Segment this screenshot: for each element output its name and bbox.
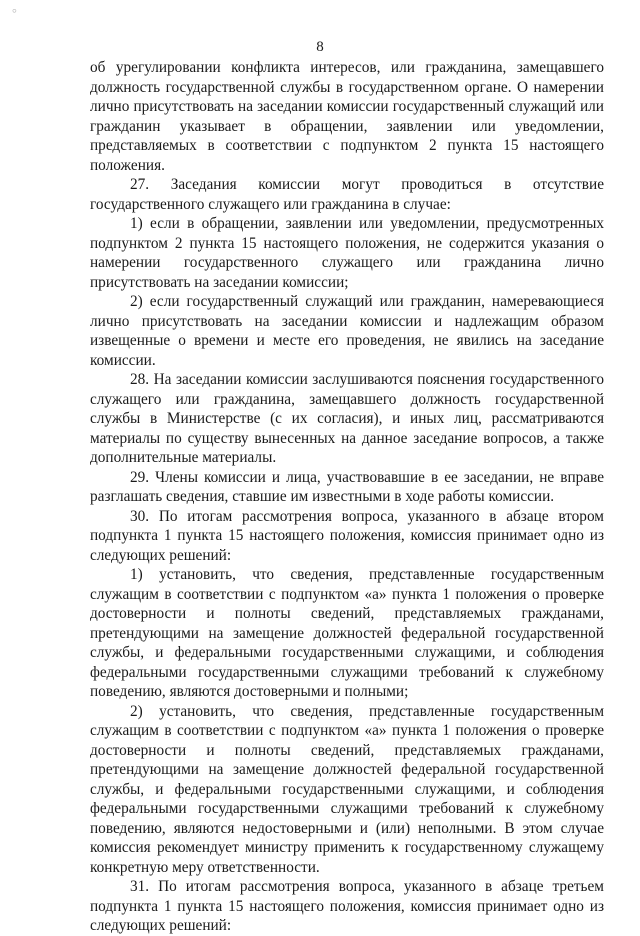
paragraph-30-item-1: 1) установить, что сведения, представленные государственным служащим в соответствии с подпунктом «а» пункта 1 положения о проверке достоверности и полноты сведений, представляемых гражданами, претендующими на замещение должностей федеральной государственной службы, и федеральными государственными служащими, и соблюдения федеральными государственными служащими требований к служебному поведению, являются достоверными и полными; [90, 566, 604, 700]
paragraph-27-item-2: 2) если государственный служащий или гражданин, намеревающиеся лично присутствовать на заседании комиссии и надлежащим образом извещенные о времени и месте его проведения, не явились на заседание комиссии. [90, 293, 604, 369]
page-number: 8 [316, 39, 324, 55]
paragraph-30-item-2: 2) установить, что сведения, представленные государственным служащим в соответствии с подпунктом «а» пункта 1 положения о проверке достоверности и полноты сведений, представляемых гражданами, претендующими на замещение должностей федеральной государственной службы, и федеральными государственными служащими, и соблюдения федеральными государственными служащими требований к служебному поведению, являются недостоверными и (или) неполными. В этом случае комиссия рекомендует министру применить к государственному служащему конкретную меру ответственности. [90, 702, 604, 876]
paragraph-29: 29. Члены комиссии и лица, участвовавшие в ее заседании, не вправе разглашать сведения, ставшие им известными в ходе работы комиссии. [90, 468, 604, 505]
scan-corner-mark: ° [12, 6, 17, 20]
paragraph-27: 27. Заседания комиссии могут проводиться в отсутствие государственного служащего или гражданина в случае: [90, 176, 604, 213]
paragraph-30: 30. По итогам рассмотрения вопроса, указанного в абзаце втором подпункта 1 пункта 15 настоящего положения, комиссия принимает одно из следующих решений: [90, 507, 604, 564]
paragraph-28: 28. На заседании комиссии заслушиваются пояснения государственного служащего или гражданина, замещавшего должность государственной службы в Министерстве (с их согласия), и иных лиц, рассматриваются материалы по существу вынесенных на данное заседание вопросов, а также дополнительные материалы. [90, 371, 604, 466]
document-body [90, 58, 604, 936]
paragraph-27-item-1: 1) если в обращении, заявлении или уведомлении, предусмотренных подпунктом 2 пункта 15 настоящего положения, не содержится указания о намерении государственного служащего или гражданина лично присутствовать на заседании комиссии; [90, 215, 604, 291]
paragraph-31: 31. По итогам рассмотрения вопроса, указанного в абзаце третьем подпункта 1 пункта 15 настоящего положения, комиссия принимает одно из следующих решений: [90, 878, 604, 934]
paragraph-continuation: об урегулировании конфликта интересов, или гражданина, замещавшего должность государственной службы в государственном органе. О намерении лично присутствовать на заседании комиссии государственный служащий или гражданин указывает в обращении, заявлении или уведомлении, представляемых в соответствии с подпунктом 2 пункта 15 настоящего положения. [90, 59, 604, 174]
